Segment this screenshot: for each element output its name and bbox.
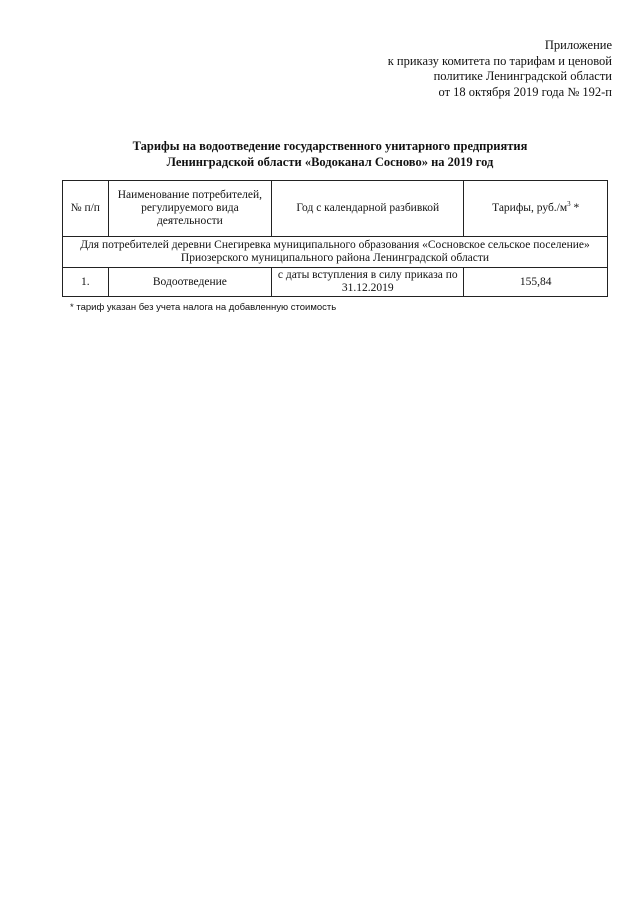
footnote: * тариф указан без учета налога на добавленную стоимость — [70, 302, 337, 313]
header-tariff-asterisk: * — [570, 202, 580, 214]
consumer-group-label: Для потребителей деревни Снегиревка муниципального образования «Сосновское сельское поселение» Приозерского муниципального района Ленинградской области — [63, 237, 608, 268]
row-tariff-value: 155,84 — [464, 268, 608, 297]
header-number: № п/п — [63, 181, 109, 237]
header-period: Год с календарной разбивкой — [272, 181, 464, 237]
appendix-order-date: от 18 октября 2019 года № 192-п — [438, 84, 612, 99]
header-tariff-text: Тарифы, руб./м — [492, 202, 568, 214]
document-title — [60, 139, 600, 170]
appendix-order-ref: к приказу комитета по тарифам и ценовой — [387, 53, 612, 68]
appendix-committee: политике Ленинградской области — [433, 69, 612, 83]
tariff-table — [62, 180, 608, 297]
document-title-line-2: Ленинградской области «Водоканал Сосново» на 2019 год — [166, 154, 494, 169]
appendix-header — [312, 38, 612, 100]
consumer-group-row — [63, 237, 608, 268]
table-row — [63, 268, 608, 297]
header-tariff-exponent: 3 — [567, 200, 571, 209]
appendix-label: Приложение — [544, 38, 612, 52]
row-service-name: Водоотведение — [108, 268, 272, 297]
row-period: с даты вступления в силу приказа по 31.12.2019 — [272, 268, 464, 297]
table-header-row — [63, 181, 608, 237]
row-number: 1. — [63, 268, 109, 297]
header-consumer-name: Наименование потребителей, регулируемого вида деятельности — [108, 181, 272, 237]
document-title-line-1: Тарифы на водоотведение государственного унитарного предприятия — [132, 139, 528, 153]
header-tariff — [464, 181, 608, 237]
